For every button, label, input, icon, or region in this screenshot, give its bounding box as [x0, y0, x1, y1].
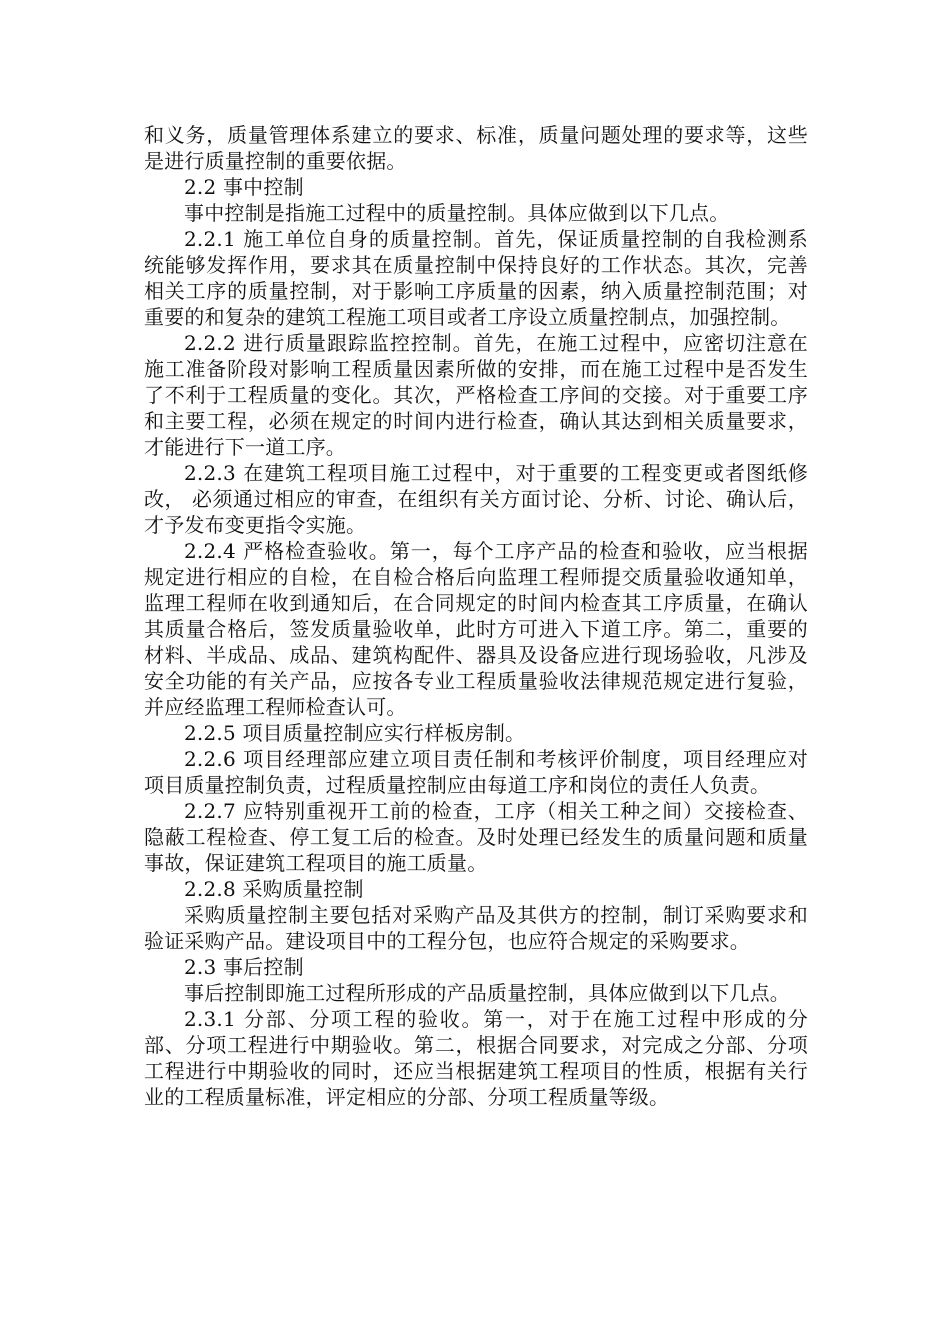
- paragraph-2-2-3: 2.2.3 在建筑工程项目施工过程中，对于重要的工程变更或者图纸修改， 必须通过相应的审查，在组织有关方面讨论、分析、讨论、确认后，才予发布变更指令实施。: [144, 461, 808, 537]
- paragraph-2-2-5: 2.2.5 项目质量控制应实行样板房制。: [184, 721, 526, 745]
- section-heading-2-3: 2.3 事后控制: [184, 955, 304, 979]
- paragraph-2-3-intro: 事后控制即施工过程所形成的产品质量控制，具体应做到以下几点。: [184, 981, 790, 1005]
- paragraph-2-2-6: 2.2.6 项目经理部应建立项目责任制和考核评价制度，项目经理应对项目质量控制负责，过程质量控制应由每道工序和岗位的责任人负责。: [144, 747, 808, 797]
- section-heading-2-2-8: 2.2.8 采购质量控制: [184, 877, 364, 901]
- paragraph-continuation: 和义务，质量管理体系建立的要求、标准，质量问题处理的要求等，这些是进行质量控制的重要依据。: [144, 123, 808, 173]
- paragraph-2-2-7: 2.2.7 应特别重视开工前的检查，工序（相关工种之间）交接检查、隐蔽工程检查、停工复工后的检查。及时处理已经发生的质量问题和质量事故，保证建筑工程项目的施工质量。: [144, 799, 808, 875]
- paragraph-2-2-2: 2.2.2 进行质量跟踪监控控制。首先，在施工过程中，应密切注意在施工准备阶段对影响工程质量因素所做的安排，而在施工过程中是否发生了不利于工程质量的变化。其次，严格检查工序间的交接。对于重要工序和主要工程，必须在规定的时间内进行检查，确认其达到相关质量要求，才能进行下一道工序。: [144, 331, 808, 459]
- paragraph-2-2-1: 2.2.1 施工单位自身的质量控制。首先，保证质量控制的自我检测系统能够发挥作用，要求其在质量控制中保持良好的工作状态。其次，完善相关工序的质量控制，对于影响工序质量的因素，纳入质量控制范围；对重要的和复杂的建筑工程施工项目或者工序设立质量控制点，加强控制。: [144, 227, 808, 329]
- paragraph-2-2-4: 2.2.4 严格检查验收。第一，每个工序产品的检查和验收，应当根据规定进行相应的自检，在自检合格后向监理工程师提交质量验收通知单，监理工程师在收到通知后，在合同规定的时间内检查其工序质量，在确认其质量合格后，签发质量验收单，此时方可进入下道工序。第二，重要的材料、半成品、成品、建筑构配件、器具及设备应进行现场验收，凡涉及安全功能的有关产品，应按各专业工程质量验收法律规范规定进行复验， 并应经监理工程师检查认可。: [144, 539, 808, 719]
- paragraph-2-2-intro: 事中控制是指施工过程中的质量控制。具体应做到以下几点。: [184, 201, 730, 225]
- document-page: [144, 122, 808, 1110]
- paragraph-2-3-1: 2.3.1 分部、分项工程的验收。第一，对于在施工过程中形成的分部、分项工程进行中期验收。第二，根据合同要求，对完成之分部、分项工程进行中期验收的同时，还应当根据建筑工程项目的性质，根据有关行业的工程质量标准，评定相应的分部、分项工程质量等级。: [144, 1007, 808, 1109]
- section-heading-2-2: 2.2 事中控制: [184, 175, 304, 199]
- paragraph-2-2-8-body: 采购质量控制主要包括对采购产品及其供方的控制，制订采购要求和验证采购产品。建设项目中的工程分包，也应符合规定的采购要求。: [144, 903, 808, 953]
